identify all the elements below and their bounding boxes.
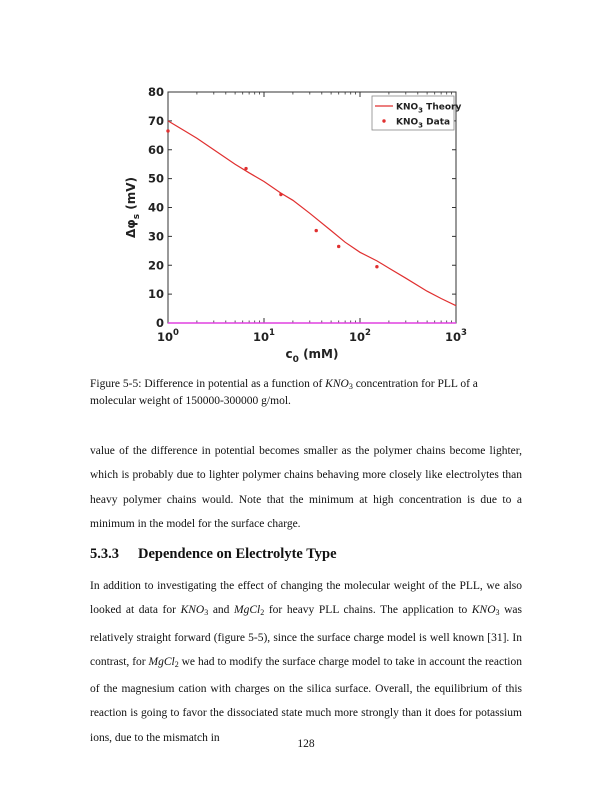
figure-5-5 <box>110 80 470 370</box>
legend-point-marker <box>382 119 385 122</box>
x-tick-label: $10^3$ <box>445 328 467 344</box>
page-number: 128 <box>297 738 315 750</box>
para2-text-4: was relatively straight forward (figure 5-5), since the surface charge model is well known [31]. In contrast, for <box>90 604 522 668</box>
data-point <box>244 167 247 170</box>
figure-caption <box>90 377 522 409</box>
caption-label: Figure 5-5: <box>90 378 142 390</box>
para2-text-2: and <box>208 604 235 617</box>
paragraph-2 <box>90 574 522 750</box>
y-tick-label: 0 <box>155 316 164 330</box>
caption-formula <box>325 378 353 390</box>
caption-text-b: concentration for PLL of a molecular weight of 150000-300000 g/mol. <box>90 378 478 407</box>
x-tick-label: $10^2$ <box>349 328 371 344</box>
para2-text-3: for heavy PLL chains. The application to <box>264 604 472 617</box>
formula-mgcl2-1 <box>234 604 264 616</box>
formula-main: KNO <box>180 604 205 617</box>
formula-main: MgCl <box>234 604 261 617</box>
data-point <box>375 265 378 268</box>
y-tick-label: 50 <box>147 171 164 186</box>
formula-main: MgCl <box>148 655 175 668</box>
data-point <box>166 129 169 132</box>
y-tick-label: 70 <box>147 113 164 128</box>
formula-kno3-2 <box>472 604 500 616</box>
data-point <box>279 193 282 196</box>
y-tick-label: 10 <box>147 287 164 302</box>
section-number: 5.3.3 <box>90 546 119 562</box>
y-tick-label: 40 <box>147 200 164 215</box>
y-tick-label: 30 <box>147 229 164 244</box>
formula-kno3-1 <box>181 604 209 616</box>
para2-text-1: In addition to investigating the effect of changing the molecular weight of the PLL, we also looked at data for <box>90 580 522 617</box>
caption-formula-sub: 3 <box>348 382 353 391</box>
caption-text-a: Difference in potential as a function of <box>141 378 326 390</box>
paragraph-1: value of the difference in potential becomes smaller as the polymer chains become lighter, which is probably due to lighter polymer chains behaving more closely like electrolytes than heavy polymer chains would. Note that the minimum at high concentration is due to a minimum in the model for the surface charge. <box>90 445 522 530</box>
formula-sub: 3 <box>204 608 209 618</box>
data-point <box>337 245 340 248</box>
y-axis-label: $\Delta\varphi_s$ $^{(mV)}$ <box>124 177 142 238</box>
formula-main: KNO <box>471 604 496 617</box>
formula-sub: 2 <box>260 608 265 618</box>
chart <box>110 80 470 370</box>
data-point <box>315 229 318 232</box>
para2-text-5: we had to modify the surface charge model to take in account the reaction of the magnesium cation with charges on the silica surface. Overall, the equilibrium of this reaction is going to favor the dissociated state much more strongly than it does for potassium ions, due to the mismatch in <box>90 655 522 744</box>
formula-mgcl2-2 <box>149 656 179 668</box>
x-axis-label: $c_0$ $^{(mM)}$ <box>285 347 339 365</box>
x-tick-label: $10^0$ <box>157 328 179 344</box>
formula-sub: 2 <box>174 659 179 669</box>
x-tick-label: $10^1$ <box>253 328 275 344</box>
section-heading <box>90 546 337 563</box>
legend-label: KNO3 Data <box>396 117 451 130</box>
y-tick-label: 80 <box>147 85 164 99</box>
y-tick-label: 60 <box>147 142 164 157</box>
section-title: Dependence on Electrolyte Type <box>138 546 337 562</box>
y-tick-label: 20 <box>147 258 164 273</box>
legend-label: KNO3 Theory <box>396 102 462 115</box>
caption-formula-main: KNO <box>325 378 349 390</box>
theory-line <box>168 121 456 306</box>
formula-sub: 3 <box>495 608 500 618</box>
